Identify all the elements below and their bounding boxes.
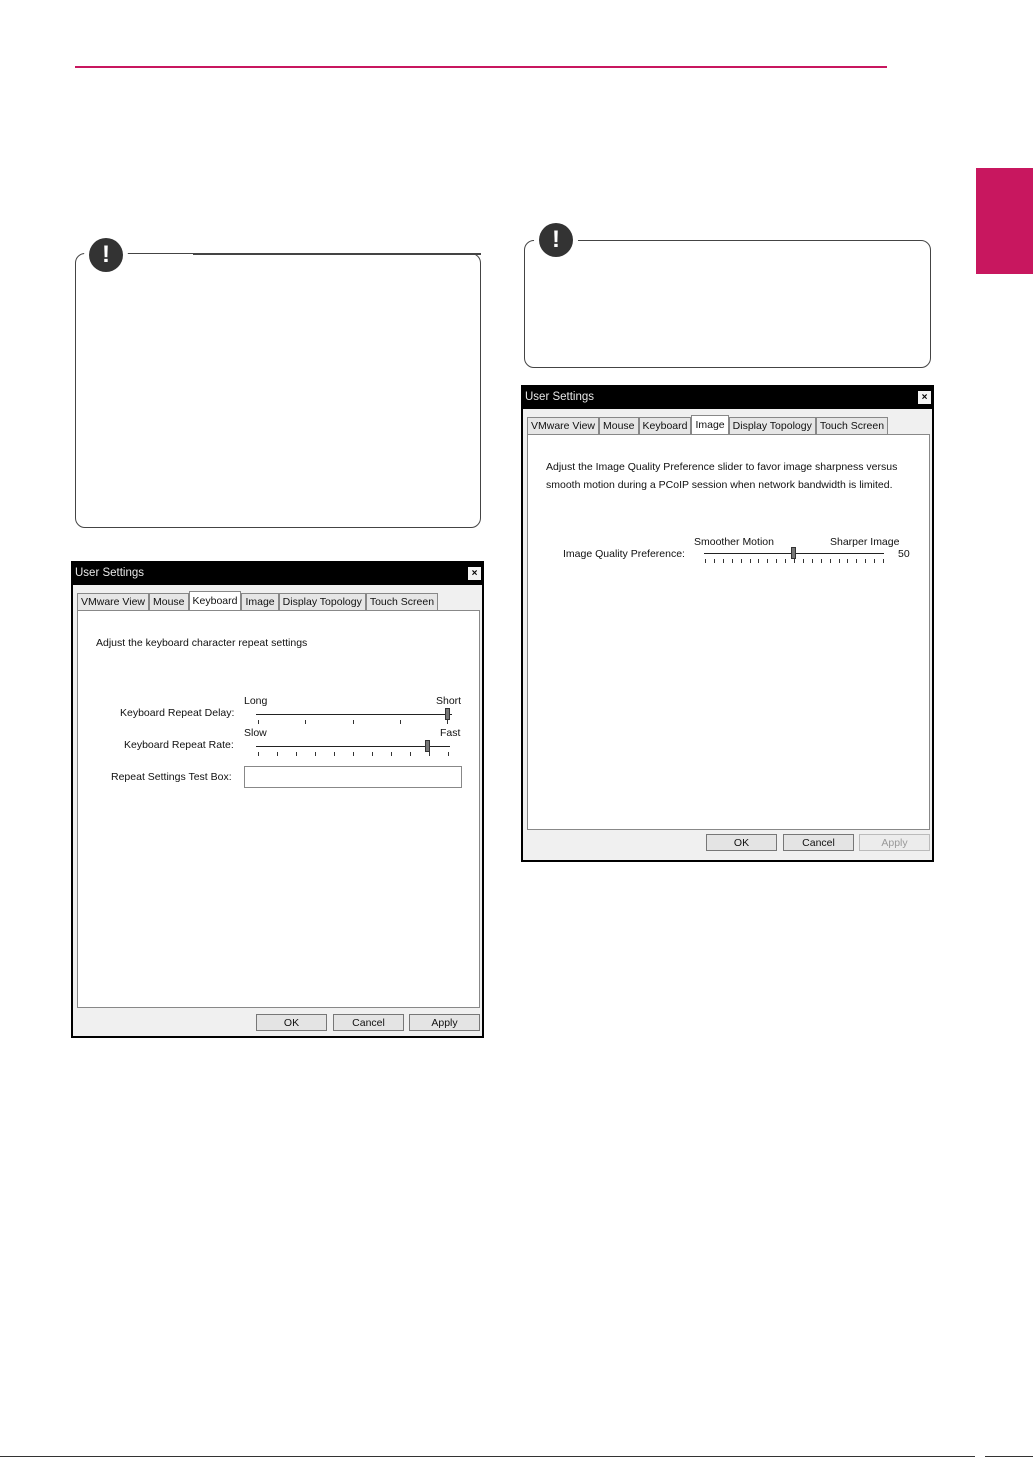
quality-slider-thumb[interactable] xyxy=(791,547,796,559)
slider-tick xyxy=(305,720,306,724)
repeat-delay-label: Keyboard Repeat Delay: xyxy=(120,707,235,719)
note-heading-line xyxy=(193,253,481,255)
quality-min-label: Smoother Motion xyxy=(694,536,774,548)
slider-tick xyxy=(865,559,866,563)
tab-keyboard[interactable]: Keyboard xyxy=(639,417,692,435)
apply-button[interactable]: Apply xyxy=(409,1014,480,1031)
header-rule xyxy=(75,66,887,68)
slider-tick xyxy=(705,559,706,563)
tab-image[interactable]: Image xyxy=(691,415,728,435)
tab-display-topology[interactable]: Display Topology xyxy=(279,593,366,611)
quality-value: 50 xyxy=(898,548,910,560)
note-box-right xyxy=(524,240,931,368)
tab-vmware-view[interactable]: VMware View xyxy=(77,593,149,611)
slider-tick xyxy=(732,559,733,563)
tab-keyboard[interactable]: Keyboard xyxy=(189,591,242,611)
tab-display-topology[interactable]: Display Topology xyxy=(729,417,816,435)
repeat-rate-slider-thumb[interactable] xyxy=(425,740,430,752)
tab-touch-screen[interactable]: Touch Screen xyxy=(366,593,438,611)
quality-label: Image Quality Preference: xyxy=(563,548,685,560)
tab-image[interactable]: Image xyxy=(241,593,278,611)
slider-tick xyxy=(741,559,742,563)
slider-tick xyxy=(400,720,401,724)
repeat-rate-label: Keyboard Repeat Rate: xyxy=(124,739,234,751)
slider-tick xyxy=(277,752,278,756)
slider-tick xyxy=(258,752,259,756)
footer-rule-right xyxy=(985,1456,1033,1457)
tab-touch-screen[interactable]: Touch Screen xyxy=(816,417,888,435)
slider-tick xyxy=(447,720,448,724)
slider-tick xyxy=(353,752,354,756)
tab-panel xyxy=(77,610,480,1008)
exclamation-icon: ! xyxy=(539,223,573,257)
cancel-button[interactable]: Cancel xyxy=(783,834,854,851)
repeat-test-input[interactable] xyxy=(244,766,462,788)
slider-tick xyxy=(785,559,786,563)
slider-tick xyxy=(315,752,316,756)
dialog-body xyxy=(73,585,482,1036)
chapter-side-tab xyxy=(976,168,1033,274)
close-icon[interactable]: × xyxy=(918,391,931,404)
slider-tick xyxy=(767,559,768,563)
slider-tick xyxy=(296,752,297,756)
keyboard-settings-dialog xyxy=(71,561,484,1038)
slider-tick xyxy=(410,752,411,756)
slider-tick xyxy=(714,559,715,563)
slider-tick xyxy=(372,752,373,756)
footer-rule xyxy=(0,1456,975,1457)
repeat-delay-slider-track[interactable] xyxy=(256,714,452,715)
slider-tick xyxy=(812,559,813,563)
slider-tick xyxy=(750,559,751,563)
tab-panel xyxy=(527,434,930,830)
tab-mouse[interactable]: Mouse xyxy=(599,417,639,435)
apply-button[interactable]: Apply xyxy=(859,834,930,851)
description-line-2: smooth motion during a PCoIP session when network bandwidth is limited. xyxy=(546,479,893,491)
slider-tick xyxy=(258,720,259,724)
slider-tick xyxy=(821,559,822,563)
slider-tick xyxy=(776,559,777,563)
repeat-rate-slider-track[interactable] xyxy=(256,746,450,747)
repeat-rate-min-label: Slow xyxy=(244,727,267,739)
quality-max-label: Sharper Image xyxy=(830,536,900,548)
slider-tick xyxy=(803,559,804,563)
slider-tick xyxy=(334,752,335,756)
tab-mouse[interactable]: Mouse xyxy=(149,593,189,611)
close-icon[interactable]: × xyxy=(468,567,481,580)
slider-tick xyxy=(448,752,449,756)
image-settings-dialog xyxy=(521,385,934,862)
description-text: Adjust the keyboard character repeat settings xyxy=(96,637,308,649)
tab-bar xyxy=(527,416,888,434)
ok-button[interactable]: OK xyxy=(706,834,777,851)
slider-tick xyxy=(830,559,831,563)
description-line-1: Adjust the Image Quality Preference slider to favor image sharpness versus xyxy=(546,461,898,473)
exclamation-icon: ! xyxy=(89,238,123,272)
slider-tick xyxy=(839,559,840,563)
slider-tick xyxy=(391,752,392,756)
cancel-button[interactable]: Cancel xyxy=(333,1014,404,1031)
dialog-body xyxy=(523,409,932,860)
test-box-label: Repeat Settings Test Box: xyxy=(111,771,232,783)
repeat-delay-min-label: Long xyxy=(244,695,268,707)
slider-tick xyxy=(758,559,759,563)
slider-tick xyxy=(874,559,875,563)
dialog-title: User Settings xyxy=(75,567,145,579)
slider-tick xyxy=(794,559,795,563)
tab-bar xyxy=(77,592,438,610)
tab-vmware-view[interactable]: VMware View xyxy=(527,417,599,435)
repeat-delay-slider-thumb[interactable] xyxy=(445,708,450,720)
repeat-rate-max-label: Fast xyxy=(440,727,461,739)
ok-button[interactable]: OK xyxy=(256,1014,327,1031)
repeat-delay-max-label: Short xyxy=(436,695,462,707)
slider-tick xyxy=(883,559,884,563)
note-box-left xyxy=(75,253,481,528)
slider-tick xyxy=(723,559,724,563)
slider-tick xyxy=(847,559,848,563)
slider-tick xyxy=(353,720,354,724)
dialog-title: User Settings xyxy=(525,391,595,403)
slider-tick xyxy=(429,752,430,756)
slider-tick xyxy=(856,559,857,563)
